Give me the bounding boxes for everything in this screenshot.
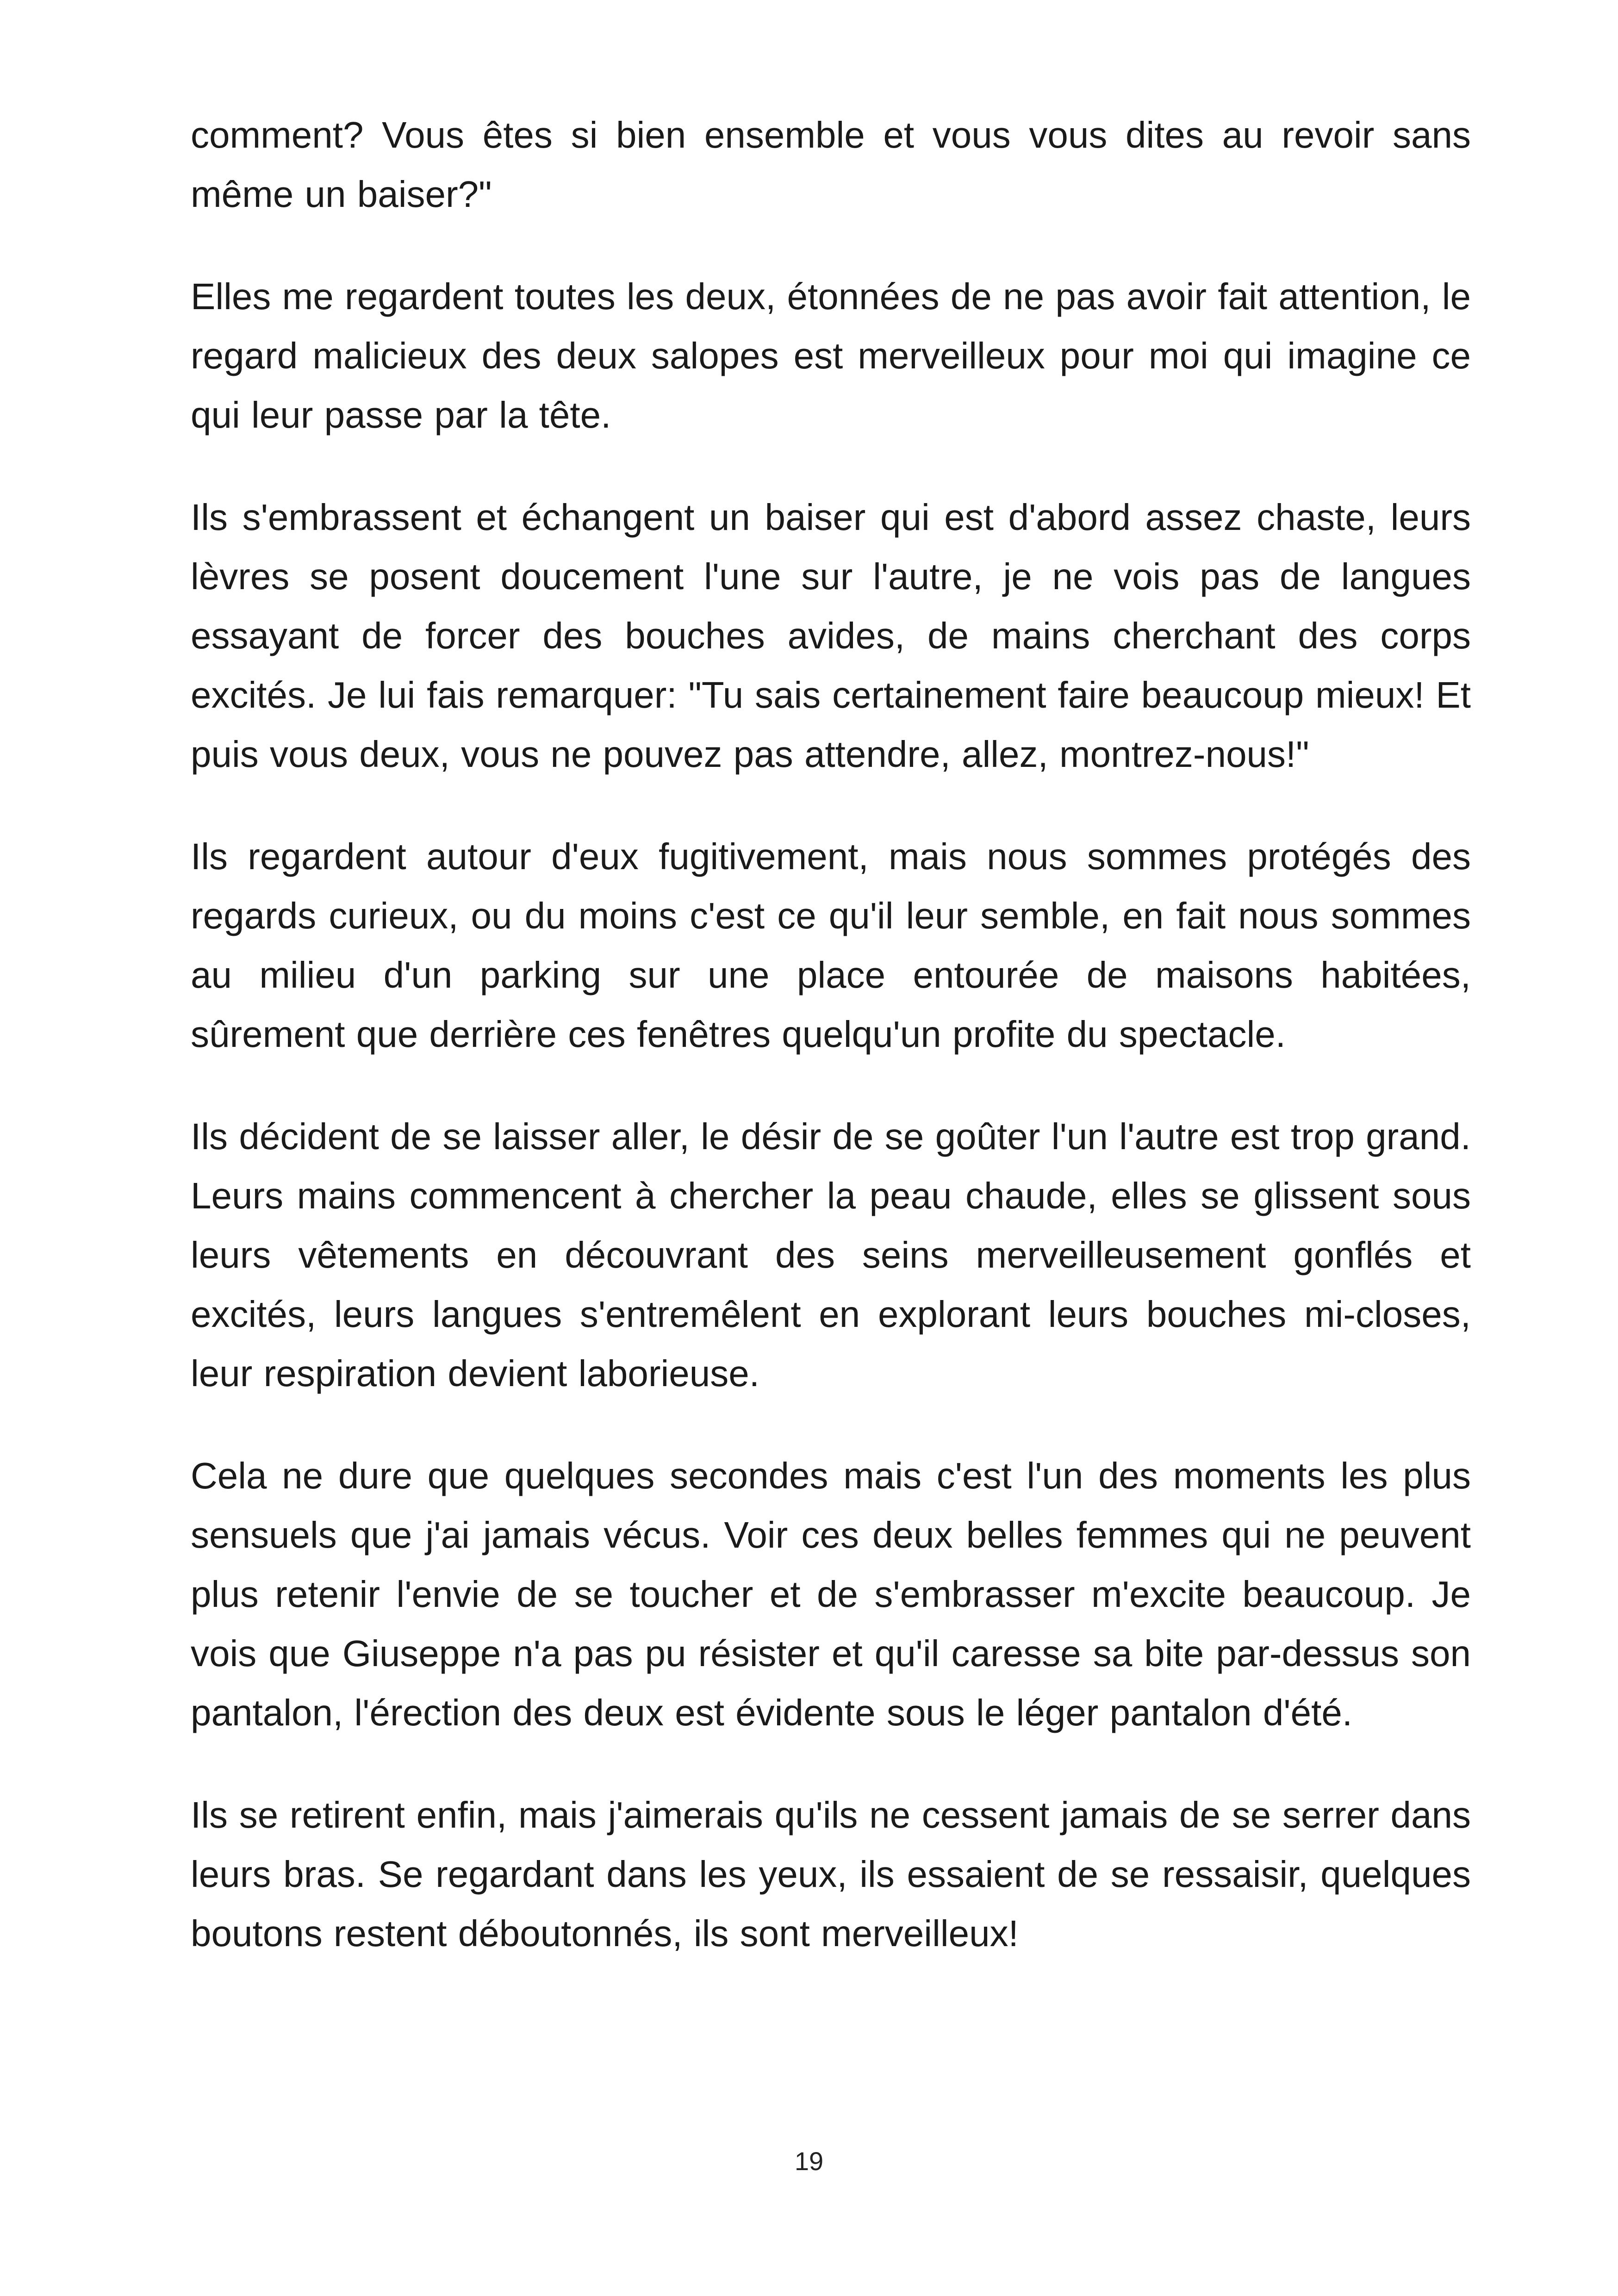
paragraph-1: comment? Vous êtes si bien ensemble et vous vous dites au revoir sans même un baiser?": [191, 114, 1471, 215]
paragraph-7: Ils se retirent enfin, mais j'aimerais qu'ils ne cessent jamais de se serrer dans leurs bras. Se regardant dans les yeux, ils essaient de se ressaisir, quelques boutons restent déboutonnés, ils sont merveilleux!: [191, 1794, 1471, 1954]
paragraph-3: Ils s'embrassent et échangent un baiser qui est d'abord assez chaste, leurs lèvres se posent doucement l'une sur l'autre, je ne vois pas de langues essayant de forcer des bouches avides, de mains cherchant des corps excités. Je lui fais remarquer: "Tu sais certainement faire beaucoup mieux! Et puis vous deux, vous ne pouvez pas attendre, allez, montrez-nous!": [191, 497, 1471, 775]
paragraph-5: Ils décident de se laisser aller, le désir de se goûter l'un l'autre est trop grand. Leurs mains commencent à chercher la peau chaude, elles se glissent sous leurs vêtements en découvrant des seins merveilleusement gonflés et excités, leurs langues s'entremêlent en explorant leurs bouches mi-closes, leur respiration devient laborieuse.: [191, 1116, 1471, 1394]
body-text: [191, 106, 1471, 2006]
page-number: 19: [794, 2147, 824, 2176]
paragraph-4: Ils regardent autour d'eux fugitivement, mais nous sommes protégés des regards curieux, ou du moins c'est ce qu'il leur semble, en fait nous sommes au milieu d'un parking sur une place entourée de maisons habitées, sûrement que derrière ces fenêtres quelqu'un profite du spectacle.: [191, 836, 1471, 1055]
paragraph-6: Cela ne dure que quelques secondes mais c'est l'un des moments les plus sensuels que j'ai jamais vécus. Voir ces deux belles femmes qui ne peuvent plus retenir l'envie de se toucher et de s'embrasser m'excite beaucoup. Je vois que Giuseppe n'a pas pu résister et qu'il caresse sa bite par-dessus son pantalon, l'érection des deux est évidente sous le léger pantalon d'été.: [191, 1455, 1471, 1733]
paragraph-2: Elles me regardent toutes les deux, étonnées de ne pas avoir fait attention, le regard malicieux des deux salopes est merveilleux pour moi qui imagine ce qui leur passe par la tête.: [191, 276, 1471, 436]
